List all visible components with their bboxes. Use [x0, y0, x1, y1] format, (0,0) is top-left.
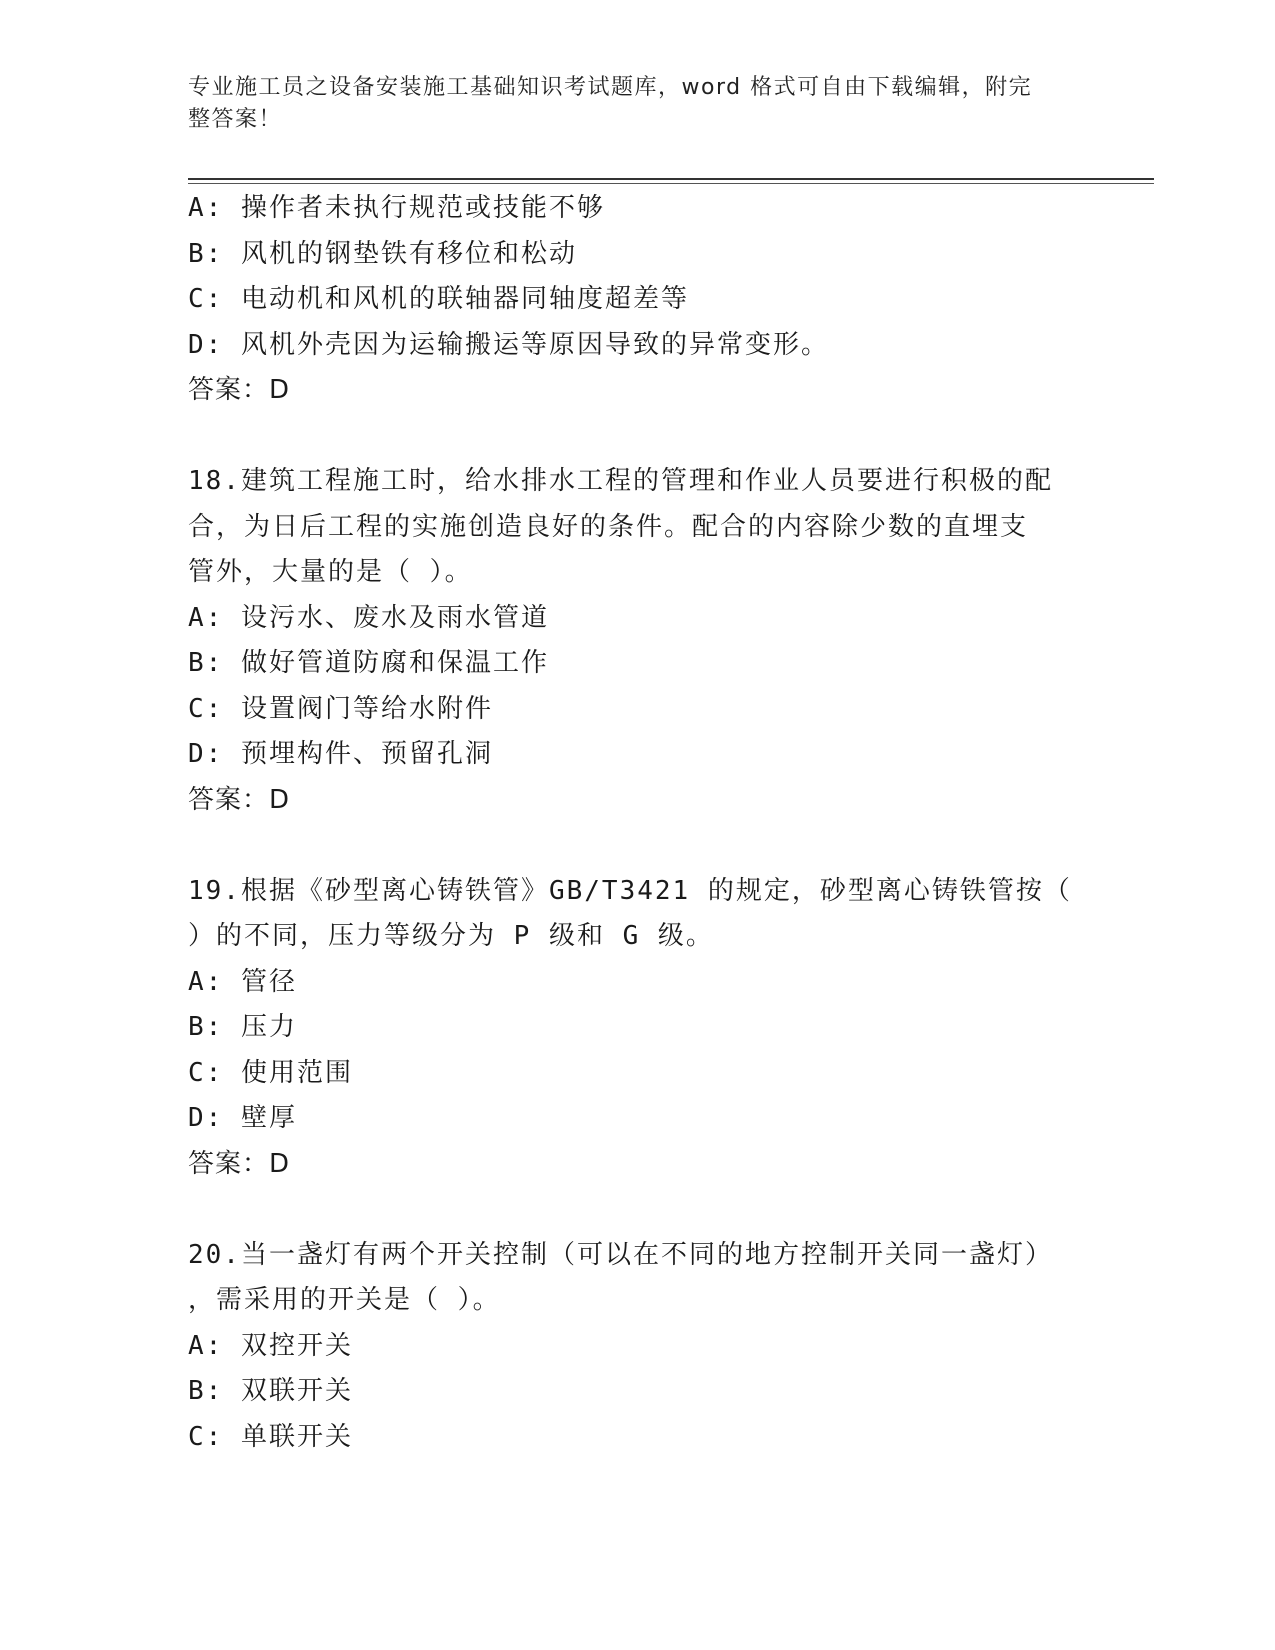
- q20-option-c: C: 单联开关: [188, 1421, 353, 1452]
- document-header: [188, 72, 1068, 136]
- q20-stem-line-2: ，需采用的开关是（ ）。: [188, 1285, 501, 1315]
- question-list: [188, 186, 1088, 1460]
- q17-option-b: B: 风机的钢垫铁有移位和松动: [188, 238, 577, 269]
- q19-stem-line-2: ）的不同，压力等级分为 P 级和 G 级。: [188, 921, 714, 951]
- q19-option-b: B: 压力: [188, 1012, 297, 1042]
- q19-answer: 答案：D: [188, 1148, 291, 1179]
- q17-answer: 答案：D: [188, 375, 291, 405]
- q18-answer: 答案：D: [188, 784, 291, 815]
- q20-stem-line-1: 20.当一盏灯有两个开关控制（可以在不同的地方控制开关同一盏灯）: [188, 1239, 1053, 1270]
- question-19: [188, 869, 1088, 1188]
- q18-option-c: C: 设置阀门等给水附件: [188, 693, 493, 724]
- question-20: [188, 1233, 1088, 1461]
- q19-option-a: A: 管径: [188, 966, 297, 997]
- q19-option-d: D: 壁厚: [188, 1103, 297, 1133]
- header-line-2: 整答案！: [188, 107, 283, 132]
- header-divider-thick: [188, 178, 1154, 180]
- q20-option-a: A: 双控开关: [188, 1330, 353, 1361]
- header-divider-thin: [188, 183, 1154, 184]
- question-17: [188, 186, 1088, 414]
- q17-option-c: C: 电动机和风机的联轴器同轴度超差等: [188, 284, 689, 314]
- spacer: [188, 1187, 1088, 1233]
- question-18: [188, 459, 1088, 823]
- spacer: [188, 823, 1088, 869]
- q20-option-b: B: 双联开关: [188, 1376, 353, 1406]
- spacer: [188, 414, 1088, 460]
- q18-option-a: A: 设污水、废水及雨水管道: [188, 602, 549, 633]
- header-line-1: 专业施工员之设备安装施工基础知识考试题库，word 格式可自由下载编辑，附完: [188, 75, 1033, 100]
- q18-stem-line-2: 合，为日后工程的实施创造良好的条件。配合的内容除少数的直埋支: [188, 511, 1029, 542]
- q19-option-c: C: 使用范围: [188, 1057, 353, 1088]
- q17-option-d: D: 风机外壳因为运输搬运等原因导致的异常变形。: [188, 329, 829, 360]
- q18-option-d: D: 预埋构件、预留孔洞: [188, 739, 493, 769]
- q18-stem-line-1: 18.建筑工程施工时，给水排水工程的管理和作业人员要进行积极的配: [188, 466, 1053, 496]
- q19-stem-line-1: 19.根据《砂型离心铸铁管》GB/T3421 的规定，砂型离心铸铁管按（: [188, 875, 1072, 906]
- q18-stem-line-3: 管外，大量的是（ ）。: [188, 557, 473, 587]
- q17-option-a: A: 操作者未执行规范或技能不够: [188, 193, 605, 223]
- q18-option-b: B: 做好管道防腐和保温工作: [188, 648, 549, 678]
